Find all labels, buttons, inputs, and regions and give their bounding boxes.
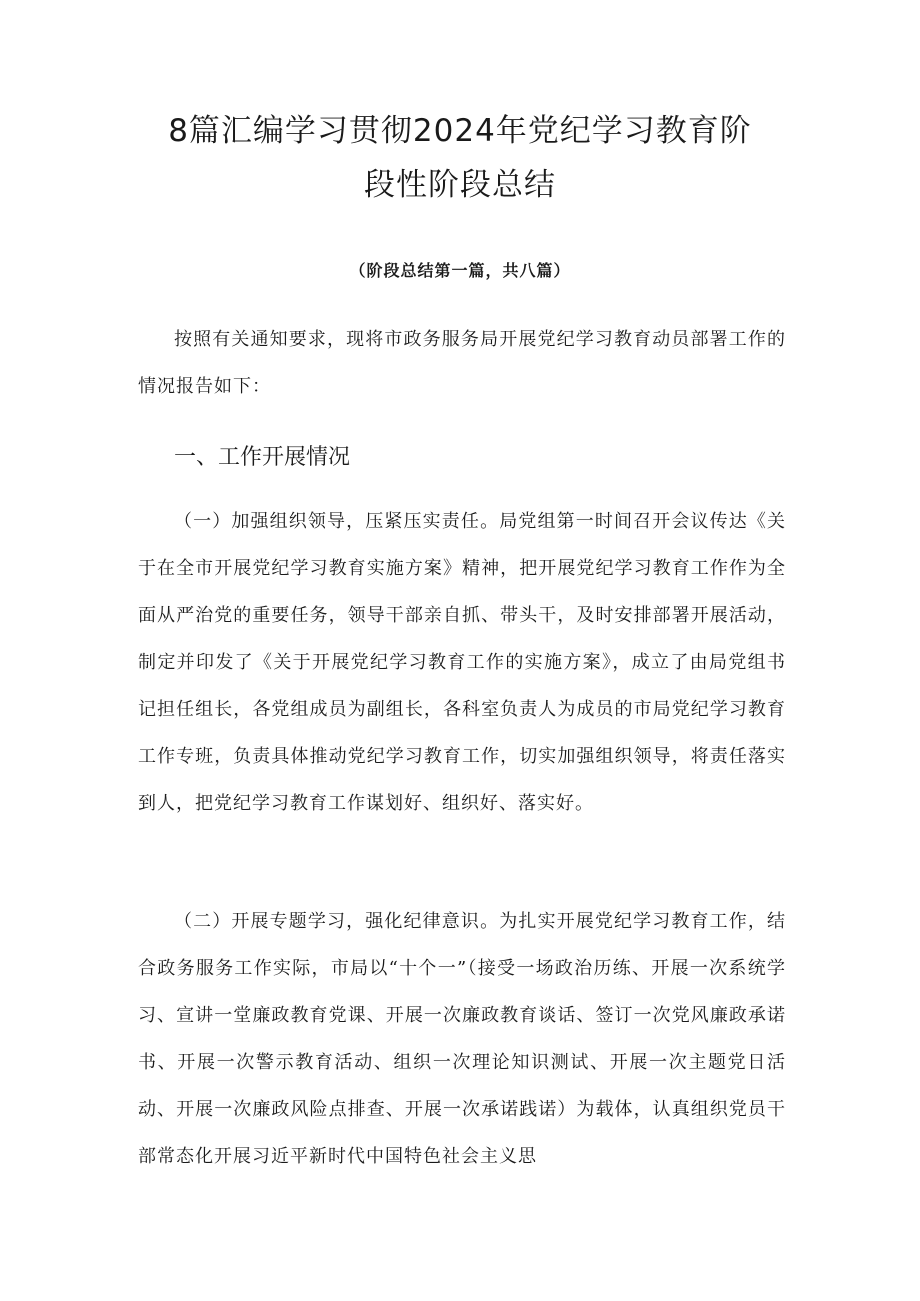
title-line-2: 段性阶段总结	[364, 167, 556, 203]
paragraph-1: （一）加强组织领导，压紧压实责任。局党组第一时间召开会议传达《关于在全市开展党纪学习教育实施方案》精神，把开展党纪学习教育工作作为全面从严治党的重要任务，领导干部亲自抓、带头干，及时安排部署开展活动，制定并印发了《关于开展党纪学习教育工作的实施方案》，成立了由局党组书记担任组长，各党组成员为副组长，各科室负责人为成员的市局党纪学习教育工作专班，负责具体推动党纪学习教育工作，切实加强组织领导，将责任落实到人，把党纪学习教育工作谋划好、组织好、落实好。	[138, 511, 786, 814]
document-title	[120, 104, 800, 212]
intro-paragraph: 按照有关通知要求，现将市政务服务局开展党纪学习教育动员部署工作的情况报告如下：	[138, 329, 786, 397]
paragraph-2: （二）开展专题学习，强化纪律意识。为扎实开展党纪学习教育工作，结合政务服务工作实际，市局以“十个一”（接受一场政治历练、开展一次系统学习、宣讲一堂廉政教育党课、开展一次廉政教育谈话、签订一次党风廉政承诺书、开展一次警示教育活动、组织一次理论知识测试、开展一次主题党日活动、开展一次廉政风险点排查、开展一次承诺践诺）为载体，认真组织党员干部常态化开展习近平新时代中国特色社会主义思	[138, 911, 786, 1167]
title-line-1: 8篇汇编学习贯彻2024年党纪学习教育阶	[168, 113, 752, 149]
document-subtitle: （阶段总结第一篇，共八篇）	[349, 261, 571, 280]
section-heading-1: 一、工作开展情况	[174, 445, 351, 470]
